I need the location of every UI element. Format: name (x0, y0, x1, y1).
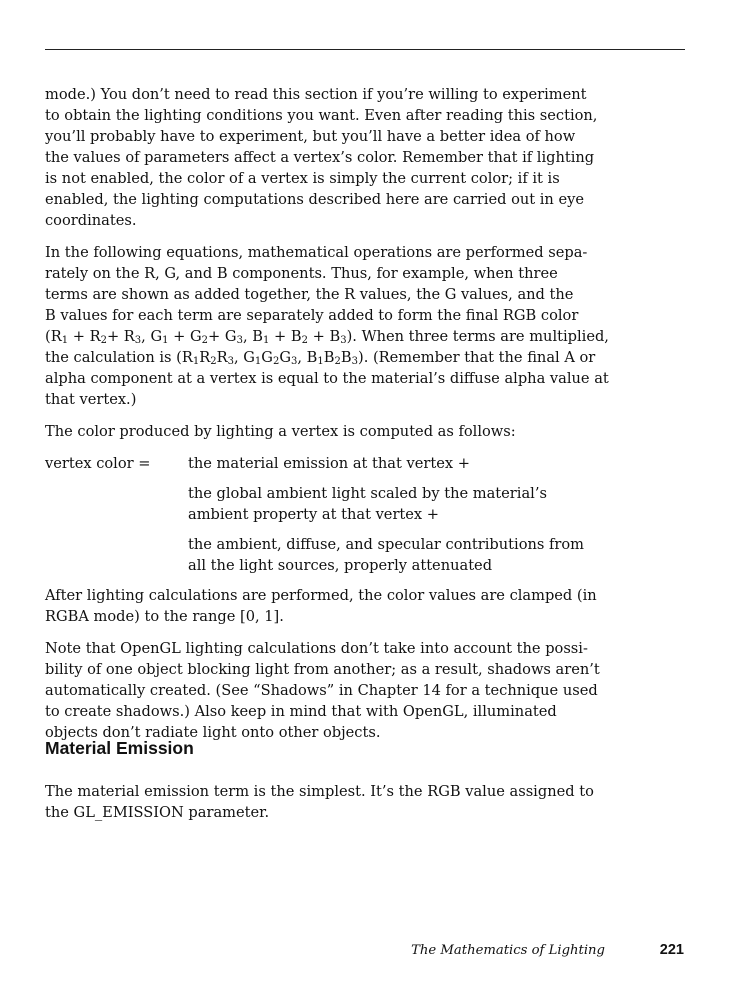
text-line: mode.) You don’t need to read this section if you’re willing to experiment (45, 86, 587, 103)
formula-text: + (208, 328, 225, 345)
text-line: that vertex.) (45, 391, 137, 408)
subscript: 2 (100, 335, 107, 346)
formula-text: R (216, 349, 228, 366)
paragraph-color-intro (45, 421, 605, 442)
subscript: 3 (227, 356, 234, 367)
text-line: the material emission at that vertex + (188, 455, 470, 472)
header-rule (45, 49, 685, 50)
text-line: all the light sources, properly attenuated (188, 557, 493, 574)
definition-term-spacer (45, 483, 188, 525)
definition-row (45, 453, 605, 474)
subscript: 1 (317, 356, 324, 367)
text-line: the global ambient light scaled by the material’s (188, 485, 547, 502)
definition-term-spacer (45, 534, 188, 576)
text-line: bility of one object blocking light from another; as a result, shadows aren’t (45, 661, 600, 678)
text-line: terms are shown as added together, the R values, the G values, and the (45, 286, 574, 303)
running-footer-title: The Mathematics of Lighting (411, 943, 605, 958)
text-line: objects don’t radiate light onto other objects. (45, 724, 381, 741)
text-line: In the following equations, mathematical operations are performed sepa- (45, 244, 588, 261)
subscript: 2 (334, 356, 341, 367)
product-formula-line (45, 347, 605, 368)
subscript: 2 (210, 356, 217, 367)
formula-text: G (224, 328, 237, 345)
text-line: enabled, the lighting computations described here are carried out in eye (45, 191, 584, 208)
formula-text: + (168, 328, 190, 345)
formula-text: B (323, 349, 335, 366)
formula-text: G (190, 328, 202, 345)
subscript: 3 (134, 335, 142, 346)
formula-text: , G (141, 328, 163, 345)
text-line: Note that OpenGL lighting calculations don’t take into account the possi- (45, 640, 588, 657)
text-line: the ambient, diffuse, and specular contributions from (188, 536, 585, 553)
text-line: you’ll probably have to experiment, but you’ll have a better idea of how (45, 128, 576, 145)
text-line: alpha component at a vertex is equal to the material’s diffuse alpha value at (45, 370, 609, 387)
formula-text: B (340, 349, 352, 366)
subscript: 1 (192, 356, 200, 367)
formula-text: ). When three terms are multiplied, (346, 328, 609, 345)
text-line: coordinates. (45, 212, 137, 229)
formula-text: + R (68, 328, 101, 345)
text-line: to obtain the lighting conditions you want. Even after reading this section, (45, 107, 598, 124)
text-line: is not enabled, the color of a vertex is simply the current color; if it is (45, 170, 560, 187)
definition-term: vertex color = (45, 455, 151, 472)
text-line: B values for each term are separately added to form the final RGB color (45, 307, 579, 324)
text-line: The color produced by lighting a vertex is computed as follows: (45, 423, 516, 440)
subscript: 1 (61, 335, 69, 346)
paragraph-shadows-note (45, 638, 605, 743)
paragraph-intro (45, 84, 605, 231)
formula-text: B (329, 328, 341, 345)
sum-formula-line (45, 326, 609, 347)
subscript: 3 (340, 335, 347, 346)
text-line: the values of parameters affect a vertex’s color. Remember that if lighting (45, 149, 595, 166)
subscript: 3 (236, 335, 243, 346)
subscript: 1 (254, 356, 262, 367)
definition-row (45, 483, 605, 525)
formula-text: , B (297, 349, 318, 366)
definition-item (188, 453, 605, 474)
formula-text: + R (106, 328, 135, 345)
text-line: ambient property at that vertex + (188, 506, 440, 523)
formula-text: (R (45, 328, 62, 345)
subscript: 3 (351, 356, 358, 367)
paragraph-clamping (45, 585, 605, 627)
subscript: 2 (272, 356, 280, 367)
text-line: rately on the R, G, and B components. Thus, for example, when three (45, 265, 558, 282)
subscript: 3 (291, 356, 298, 367)
section-heading: Material Emission (45, 738, 194, 758)
formula-text: ). (Remember that the final A or (358, 349, 596, 366)
subscript: 1 (162, 335, 169, 346)
definition-item (188, 483, 605, 525)
definition-item (188, 534, 605, 576)
subscript: 2 (201, 335, 209, 346)
text-line: The material emission term is the simplest. It’s the RGB value assigned to (45, 783, 594, 800)
paragraph-equations (45, 242, 609, 410)
vertex-color-definition (45, 453, 605, 576)
subscript: 1 (262, 335, 270, 346)
page-number: 221 (659, 942, 684, 958)
formula-text: , B (242, 328, 263, 345)
formula-text: R (199, 349, 211, 366)
text-line: automatically created. (See “Shadows” in Chapter 14 for a technique used (45, 682, 598, 699)
formula-text: + (269, 328, 291, 345)
formula-text: G (261, 349, 273, 366)
definition-row (45, 534, 605, 576)
text-line: RGBA mode) to the range [0, 1]. (45, 608, 284, 625)
text-line: After lighting calculations are performed, the color values are clamped (in (45, 587, 597, 604)
body-text (45, 84, 609, 754)
subscript: 2 (301, 335, 308, 346)
text-line: the GL_EMISSION parameter. (45, 804, 270, 821)
formula-text: G (279, 349, 292, 366)
section-body (45, 781, 605, 834)
formula-text: B (290, 328, 302, 345)
formula-text: , G (233, 349, 255, 366)
text-line: to create shadows.) Also keep in mind that with OpenGL, illuminated (45, 703, 557, 720)
formula-text: + (307, 328, 330, 345)
paragraph-material-emission (45, 781, 605, 823)
formula-text: the calculation is (R (45, 349, 193, 366)
